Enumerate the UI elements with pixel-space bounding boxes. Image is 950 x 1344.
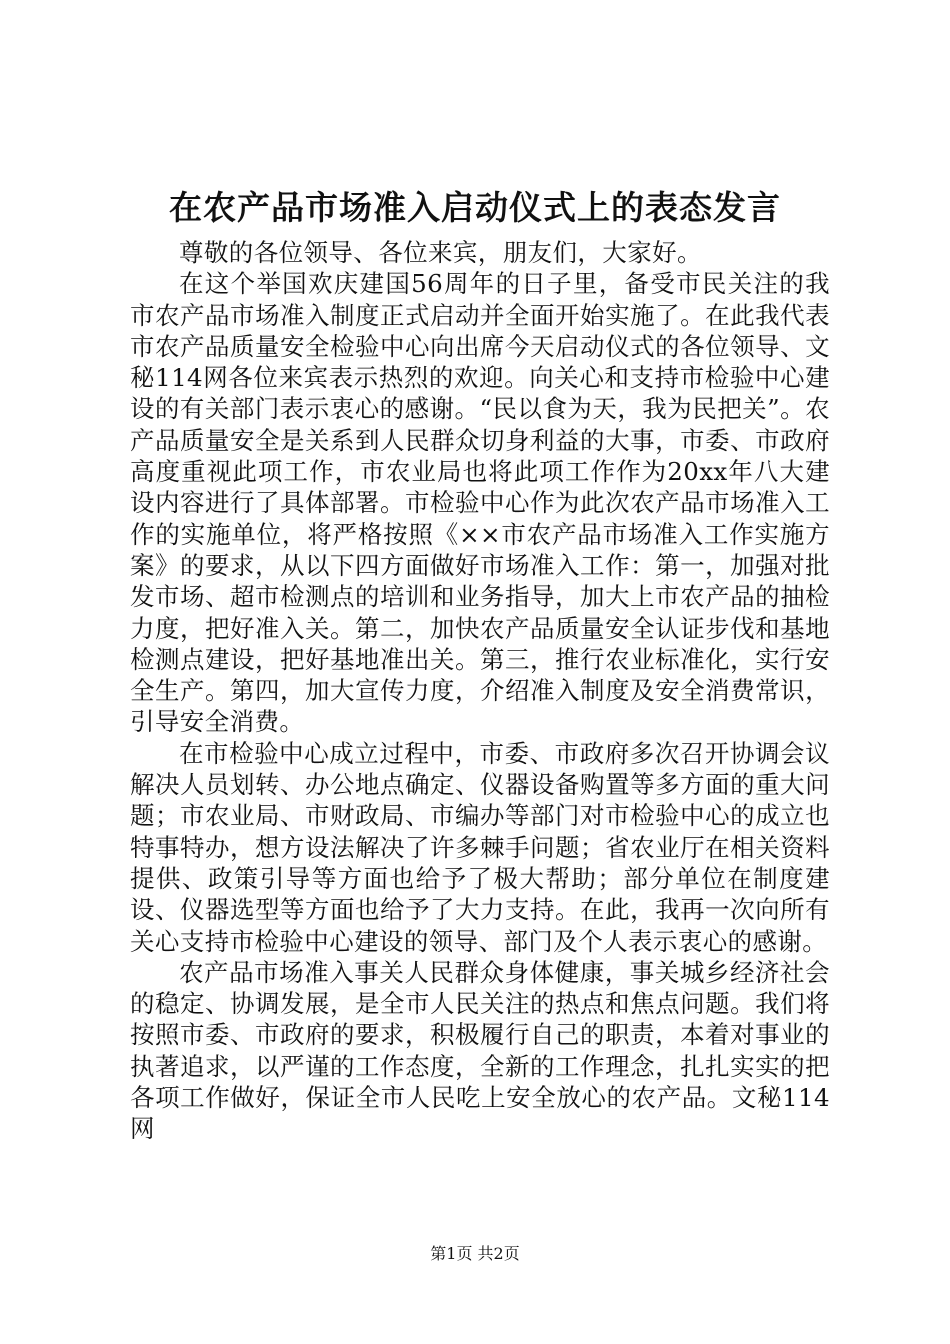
paragraph-launch: 在这个举国欢庆建国56周年的日子里，备受市民关注的我市农产品市场准入制度正式启动并全面开始实施了。在此我代表市农产品质量安全检验中心向出席今天启动仪式的各位领导、文秘114网各位来宾表示热烈的欢迎。向关心和支持市检验中心建设的有关部门表示衷心的感谢。“民以食为天，我为民把关”。农产品质量安全是关系到人民群众切身利益的大事，市委、市政府高度重视此项工作，市农业局也将此项工作作为20xx年八大建设内容进行了具体部署。市检验中心作为此次农产品市场准入工作的实施单位，将严格按照《××市农产品市场准入工作实施方案》的要求，从以下四方面做好市场准入工作：第一，加强对批发市场、超市检测点的培训和业务指导，加大上市农产品的抽检力度，把好准入关。第二，加快农产品质量安全认证步伐和基地检测点建设，把好基地准出关。第三，推行农业标准化，实行安全生产。第四，加大宣传力度，介绍准入制度及安全消费常识，引导安全消费。: [130, 269, 830, 737]
page-number-footer: 第1页 共2页: [430, 1244, 520, 1263]
paragraph-commitment: 农产品市场准入事关人民群众身体健康，事关城乡经济社会的稳定、协调发展，是全市人民关注的热点和焦点问题。我们将按照市委、市政府的要求，积极履行自己的职责，本着对事业的执著追求，以严谨的工作态度，全新的工作理念，扎扎实实的把各项工作做好，保证全市人民吃上安全放心的农产品。文秘114网: [130, 957, 830, 1144]
document-title: 在农产品市场准入启动仪式上的表态发言: [169, 188, 781, 227]
document-body: [130, 237, 830, 1145]
paragraph-thanks: 在市检验中心成立过程中，市委、市政府多次召开协调会议解决人员划转、办公地点确定、仪器设备购置等多方面的重大问题；市农业局、市财政局、市编办等部门对市检验中心的成立也特事特办，想方设法解决了许多棘手问题；省农业厅在相关资料提供、政策引导等方面也给予了极大帮助；部分单位在制度建设、仪器选型等方面也给予了大力支持。在此，我再一次向所有关心支持市检验中心建设的领导、部门及个人表示衷心的感谢。: [130, 738, 830, 956]
paragraph-greeting: 尊敬的各位领导、各位来宾，朋友们，大家好。: [179, 238, 702, 267]
